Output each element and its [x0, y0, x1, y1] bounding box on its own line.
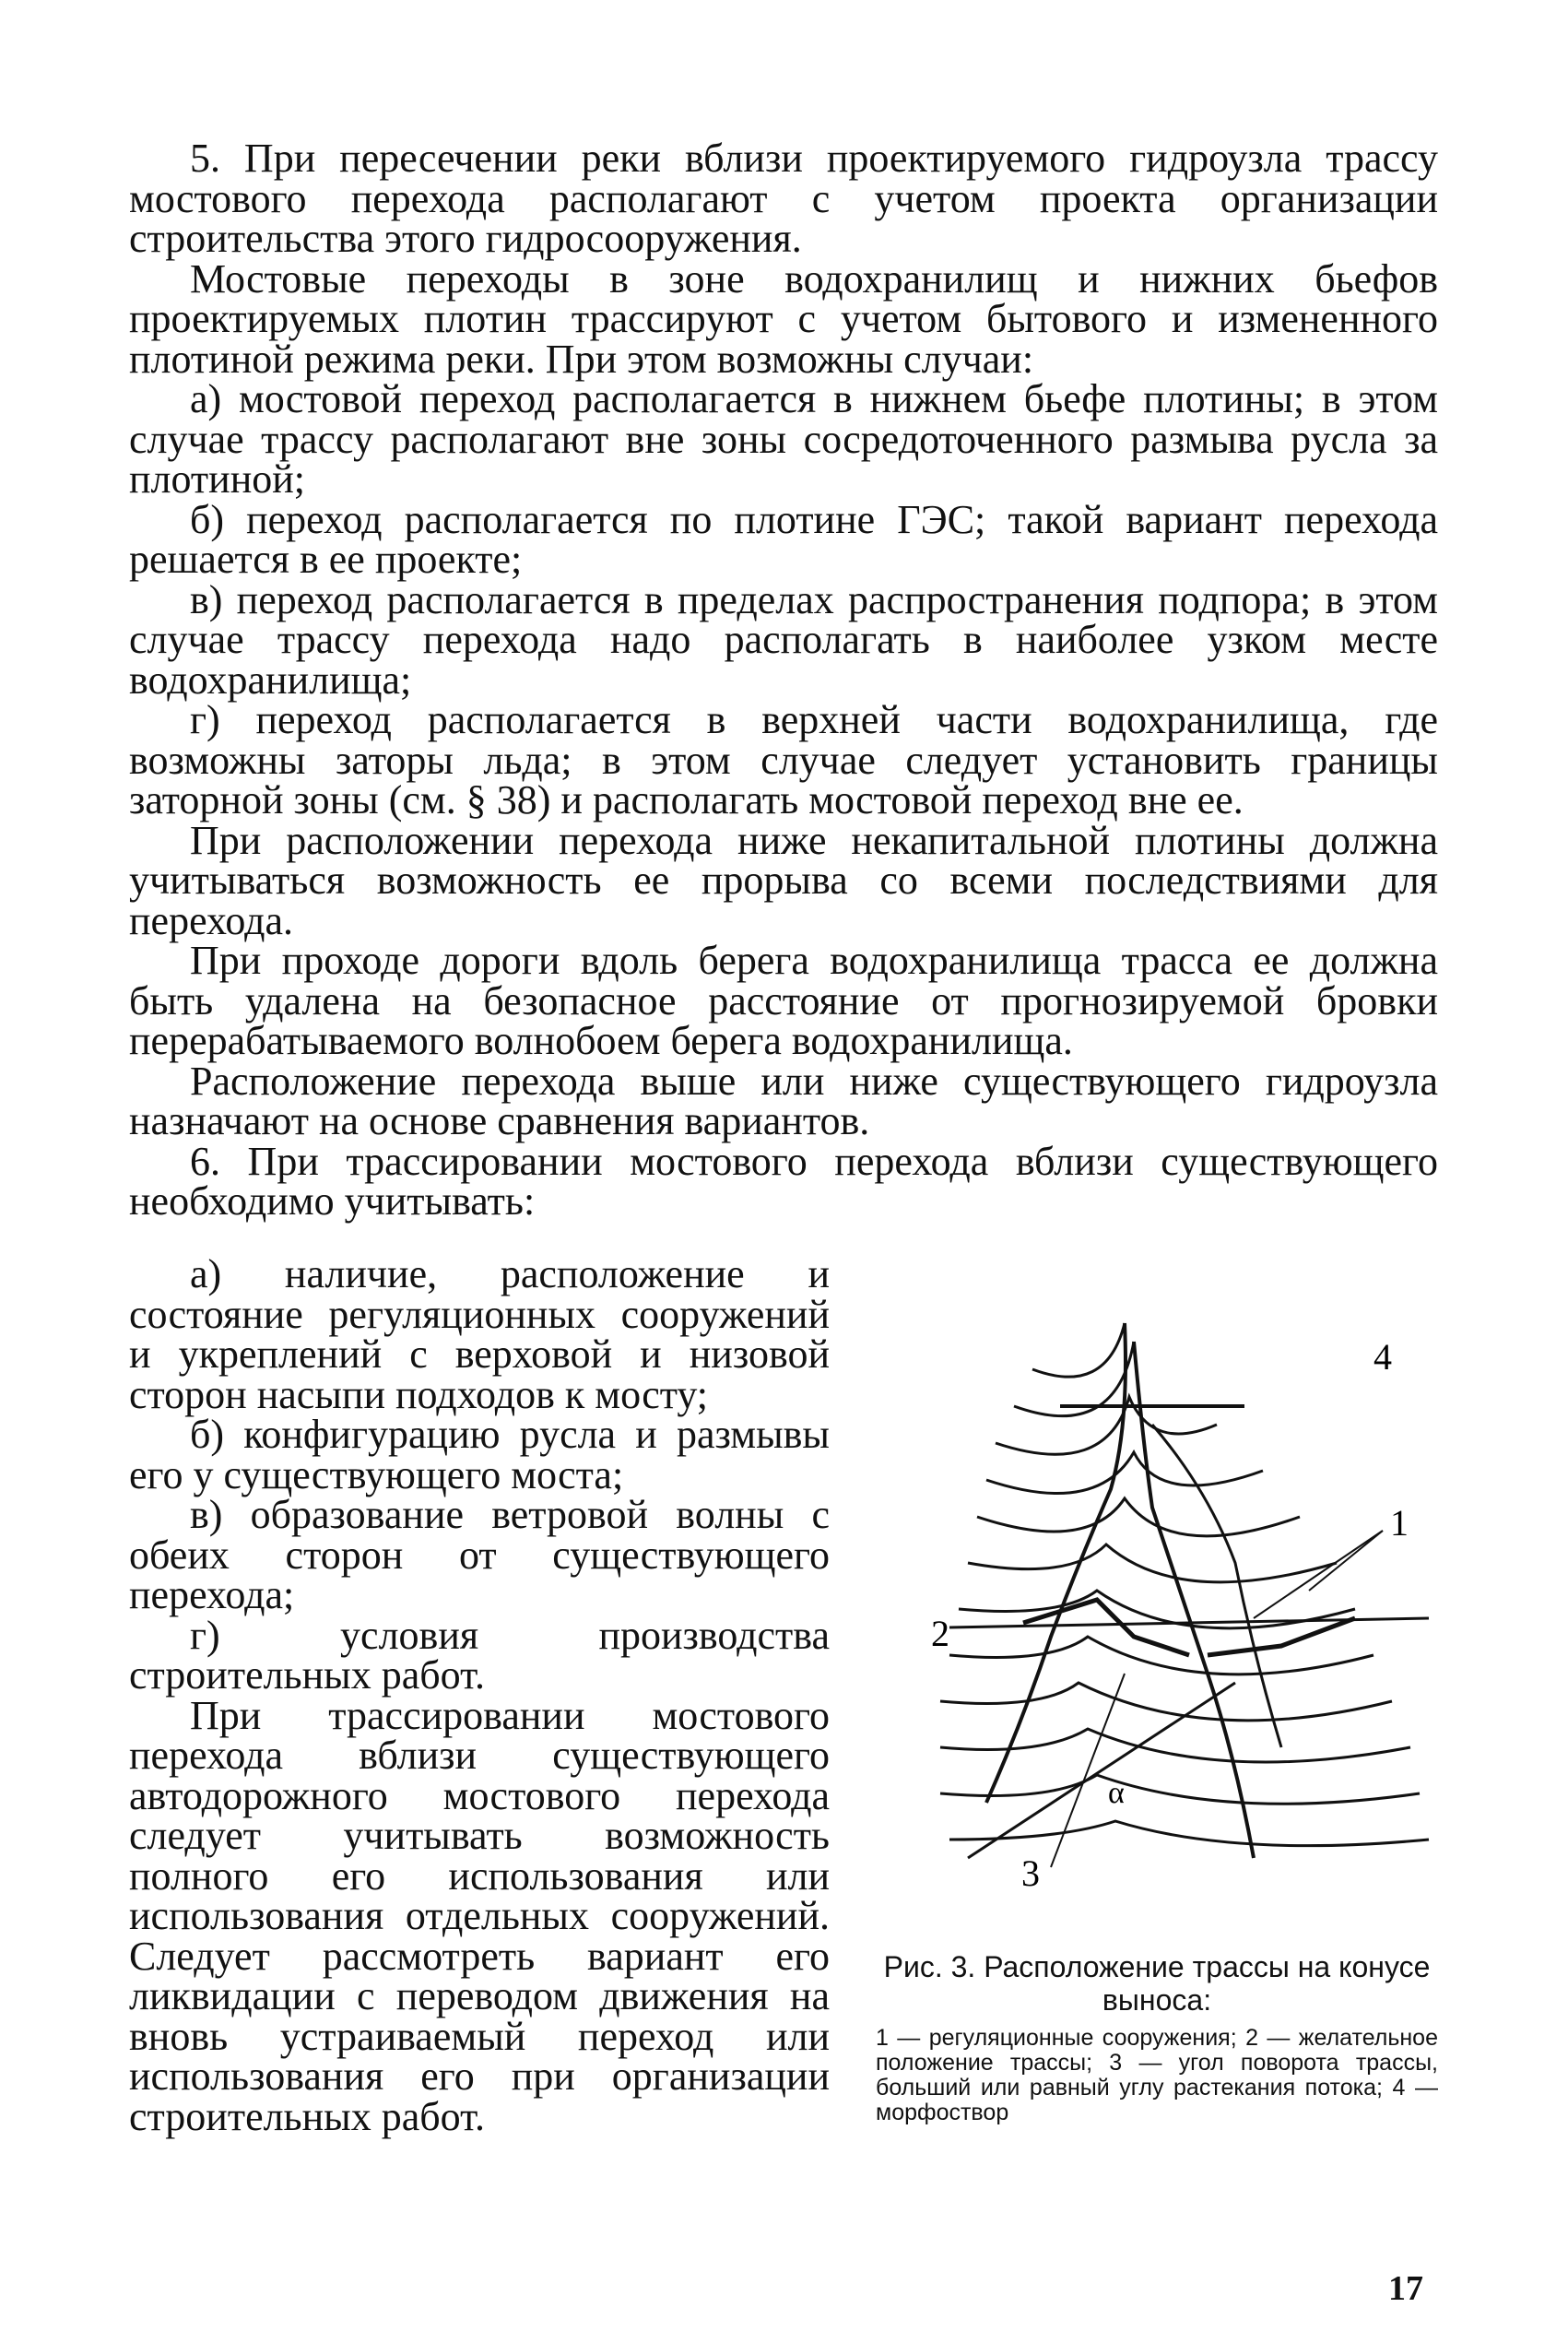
paragraph: б) переход располагается по плотине ГЭС; такой вариант перехода решается в ее проекте;: [129, 496, 1438, 582]
figure-label-1: 1: [1390, 1502, 1409, 1544]
figure-label-4: 4: [1373, 1336, 1392, 1378]
left-column-text: [129, 1251, 830, 2139]
paragraph: 6. При трассировании мостового перехода вблизи существующего необходимо учитывать:: [129, 1138, 1438, 1224]
figure-label-3: 3: [1021, 1852, 1040, 1894]
paragraph: При расположении перехода ниже некапитальной плотины должна учитываться возможность ее прорыва со всеми последствиями для перехода.: [129, 817, 1438, 943]
paragraph: г) переход располагается в верхней части водохранилища, где возможны заторы льда; в этом случае следует установить границы заторной зоны (см. § 38) и располагать мостовой переход вне ее.: [129, 697, 1438, 822]
page-number: 17: [1388, 2269, 1423, 2308]
paragraph: г) условия производства строительных работ.: [129, 1612, 830, 1698]
figure-label-alpha: α: [1108, 1776, 1125, 1810]
alluvial-cone-diagram: [913, 1286, 1447, 1932]
paragraph: Расположение перехода выше или ниже существующего гидроузла назначают на основе сравнения вариантов.: [129, 1058, 1438, 1143]
paragraph: в) образование ветровой волны с обеих сторон от существующего перехода;: [129, 1492, 830, 1617]
paragraph: Мостовые переходы в зоне водохранилищ и нижних бьефов проектируемых плотин трассируют с учетом бытового и измененного плотиной режима реки. При этом возможны случаи:: [129, 255, 1438, 382]
paragraph: а) мостовой переход располагается в нижнем бьефе плотины; в этом случае трассу располагают вне зоны сосредоточенного размыва русла за плотиной;: [129, 376, 1438, 502]
paragraph: а) наличие, расположение и состояние регуляционных сооружений и укреплений с верховой и низовой сторон насыпи подходов к мосту;: [129, 1251, 830, 1417]
figure-alluvial-cone: [913, 1286, 1447, 1932]
caption-legend: 1 — регуляционные сооружения; 2 — желательное положение трассы; 3 — угол поворота трассы, больший или равный углу растекания потока; 4 — морфоствор: [876, 2025, 1438, 2125]
paragraph: б) конфигурацию русла и размывы его у существующего моста;: [129, 1412, 830, 1497]
paragraph: 5. При пересечении реки вблизи проектируемого гидроузла трассу мостового перехода располагают с учетом проекта организации строительства этого гидросооружения.: [129, 136, 1438, 261]
paragraph: в) переход располагается в пределах распространения подпора; в этом случае трассу перехода надо располагать в наиболее узком месте водохранилища;: [129, 576, 1438, 703]
caption-title: Рис. 3. Расположение трассы на конусе выноса:: [883, 1950, 1431, 2017]
figure-label-2: 2: [931, 1613, 949, 1654]
figure-caption: [876, 1950, 1438, 2125]
paragraph: При трассировании мостового перехода вблизи существующего автодорожного мостового перехода следует учитывать возможность полного его использования или использования отдельных сооружений. Следует рассмотреть вариант его ликвидации с переводом движения на вновь устраиваемый переход или использования его при организации строительных работ.: [129, 1692, 830, 2139]
full-width-text: [129, 138, 1438, 1222]
paragraph: При проходе дороги вдоль берега водохранилища трасса ее должна быть удалена на безопасное расстояние от прогнозируемой бровки перерабатываемого волнобоем берега водохранилища.: [129, 938, 1438, 1063]
